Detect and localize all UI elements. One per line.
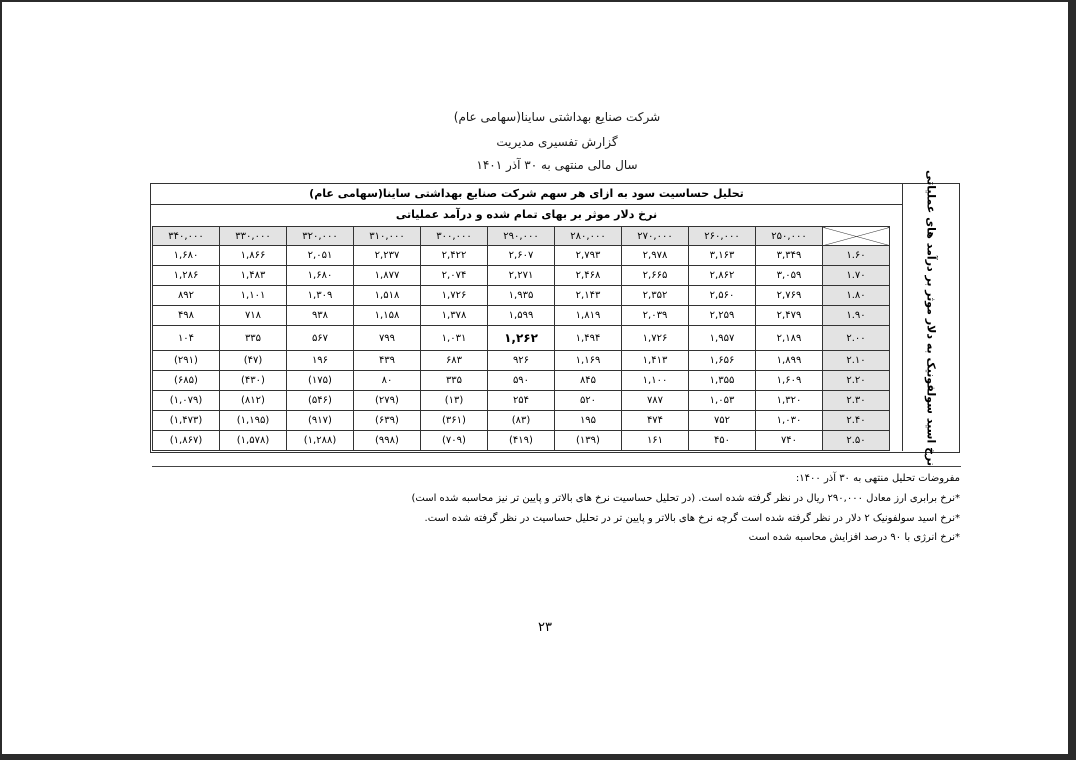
table-row — [153, 286, 890, 306]
row-header: ۲.۰۰ — [823, 326, 890, 351]
table-cell: (۱,۱۹۵) — [220, 411, 287, 431]
table-cell: (۱,۴۷۳) — [153, 411, 220, 431]
table-cell: ۱,۱۰۰ — [622, 371, 689, 391]
table-cell: ۱,۰۳۰ — [756, 411, 823, 431]
table-cell: (۲۹۱) — [153, 351, 220, 371]
table-cell: (۱۳۹) — [555, 431, 622, 451]
column-header: ۳۳۰,۰۰۰ — [220, 227, 287, 246]
table-cell: ۲,۴۲۲ — [421, 246, 488, 266]
divider — [152, 466, 961, 467]
table-cell: ۱,۵۱۸ — [354, 286, 421, 306]
row-header: ۲.۱۰ — [823, 351, 890, 371]
column-header: ۲۷۰,۰۰۰ — [622, 227, 689, 246]
table-cell: ۲,۰۵۱ — [287, 246, 354, 266]
table-cell: ۱۹۶ — [287, 351, 354, 371]
table-cell: ۵۲۰ — [555, 391, 622, 411]
table-cell: ۱۰۴ — [153, 326, 220, 351]
table-cell: ۳,۰۵۹ — [756, 266, 823, 286]
table-cell: (۶۸۵) — [153, 371, 220, 391]
table-cell: ۱۶۱ — [622, 431, 689, 451]
table-cell: ۲,۴۷۹ — [756, 306, 823, 326]
table-cell: ۸۰ — [354, 371, 421, 391]
table-title: تحلیل حساسیت سود به ازای هر سهم شرکت صنایع بهداشتی ساینا(سهامی عام) — [151, 184, 902, 205]
table-cell: (۵۴۶) — [287, 391, 354, 411]
table-cell: ۱,۳۷۸ — [421, 306, 488, 326]
table-cell: ۲,۳۵۲ — [622, 286, 689, 306]
table-cell: ۳,۱۶۳ — [689, 246, 756, 266]
notes-heading: مفروضات تحلیل منتهی به ۳۰ آذر ۱۴۰۰: — [795, 473, 960, 484]
table-cell: ۲,۲۷۱ — [488, 266, 555, 286]
table-cell: ۱,۳۲۰ — [756, 391, 823, 411]
table-cell: ۱,۴۹۴ — [555, 326, 622, 351]
company-name: شرکت صنایع بهداشتی ساینا(سهامی عام) — [453, 110, 661, 124]
table-cell: (۷۰۹) — [421, 431, 488, 451]
table-cell: ۴۵۰ — [689, 431, 756, 451]
row-header: ۲.۲۰ — [823, 371, 890, 391]
table-cell: ۳۳۵ — [220, 326, 287, 351]
table-cell: ۱,۰۵۳ — [689, 391, 756, 411]
table-cell: (۴۷) — [220, 351, 287, 371]
column-header: ۳۴۰,۰۰۰ — [153, 227, 220, 246]
table-cell: ۶۸۳ — [421, 351, 488, 371]
table-cell: ۱,۶۸۰ — [153, 246, 220, 266]
table-cell: ۱,۱۵۸ — [354, 306, 421, 326]
table-cell: ۱,۴۸۳ — [220, 266, 287, 286]
table-cell: (۳۶۱) — [421, 411, 488, 431]
table-cell: ۲,۲۵۹ — [689, 306, 756, 326]
table-cell: ۱,۸۶۶ — [220, 246, 287, 266]
table-cell: ۲,۹۷۸ — [622, 246, 689, 266]
table-cell: ۴۳۹ — [354, 351, 421, 371]
table-cell: ۱,۸۹۹ — [756, 351, 823, 371]
table-cell: ۷۸۷ — [622, 391, 689, 411]
column-header: ۲۶۰,۰۰۰ — [689, 227, 756, 246]
table-cell: (۴۱۹) — [488, 431, 555, 451]
column-header: ۳۲۰,۰۰۰ — [287, 227, 354, 246]
column-header: ۳۰۰,۰۰۰ — [421, 227, 488, 246]
table-cell: ۱,۱۶۹ — [555, 351, 622, 371]
table-cell: ۱,۸۷۷ — [354, 266, 421, 286]
table-cell: (۱۷۵) — [287, 371, 354, 391]
table-cell: ۱,۱۰۱ — [220, 286, 287, 306]
table-cell: ۲۵۴ — [488, 391, 555, 411]
table-cell: (۹۹۸) — [354, 431, 421, 451]
table-cell: ۹۲۶ — [488, 351, 555, 371]
table-cell: ۷۵۲ — [689, 411, 756, 431]
table-subtitle: نرخ دلار موثر بر بهای تمام شده و درآمد عملیاتی — [395, 208, 658, 221]
table-row — [153, 351, 890, 371]
table-cell: ۲,۵۶۰ — [689, 286, 756, 306]
table-cell: (۴۳۰) — [220, 371, 287, 391]
side-axis-label: نرخ اسید سولفونیک به دلار موثر بر درآمد های عملیاتی — [902, 184, 959, 451]
table-row — [153, 246, 890, 266]
column-header: ۳۱۰,۰۰۰ — [354, 227, 421, 246]
table-cell: ۱,۲۸۶ — [153, 266, 220, 286]
table-cell: ۲,۷۹۳ — [555, 246, 622, 266]
table-cell: ۱,۸۱۹ — [555, 306, 622, 326]
corner-cell — [823, 227, 890, 246]
table-cell: ۷۴۰ — [756, 431, 823, 451]
table-cell: ۴۷۴ — [622, 411, 689, 431]
table-cell: (۹۱۷) — [287, 411, 354, 431]
table-cell: (۱,۲۸۸) — [287, 431, 354, 451]
row-header: ۱.۷۰ — [823, 266, 890, 286]
table-cell: (۱,۸۶۷) — [153, 431, 220, 451]
table-row — [153, 371, 890, 391]
table-cell: ۱,۹۵۷ — [689, 326, 756, 351]
row-header: ۲.۵۰ — [823, 431, 890, 451]
table-cell: ۱,۶۵۶ — [689, 351, 756, 371]
table-cell: ۸۴۵ — [555, 371, 622, 391]
table-cell: ۲,۱۴۳ — [555, 286, 622, 306]
table-cell: ۲,۲۳۷ — [354, 246, 421, 266]
row-header: ۱.۶۰ — [823, 246, 890, 266]
table-cell: ۷۹۹ — [354, 326, 421, 351]
table-cell: ۱,۴۱۳ — [622, 351, 689, 371]
table-cell: ۷۱۸ — [220, 306, 287, 326]
column-header: ۲۸۰,۰۰۰ — [555, 227, 622, 246]
table-cell: ۳,۳۴۹ — [756, 246, 823, 266]
table-cell: ۲,۱۸۹ — [756, 326, 823, 351]
row-header: ۱.۹۰ — [823, 306, 890, 326]
row-header: ۲.۴۰ — [823, 411, 890, 431]
table-cell: ۵۹۰ — [488, 371, 555, 391]
table-cell: ۲,۴۶۸ — [555, 266, 622, 286]
table-cell: ۱,۳۵۵ — [689, 371, 756, 391]
table-cell: ۵۶۷ — [287, 326, 354, 351]
table-cell: ۱,۹۳۵ — [488, 286, 555, 306]
table-cell: ۲,۰۷۴ — [421, 266, 488, 286]
row-header: ۲.۳۰ — [823, 391, 890, 411]
table-cell: (۲۷۹) — [354, 391, 421, 411]
table-cell: ۲,۶۶۵ — [622, 266, 689, 286]
table-cell: (۶۳۹) — [354, 411, 421, 431]
table-cell: (۱,۰۷۹) — [153, 391, 220, 411]
table-cell: ۱,۵۹۹ — [488, 306, 555, 326]
sensitivity-table — [152, 226, 890, 451]
note-item: *نرخ برابری ارز معادل ۲۹۰,۰۰۰ ریال در نظر گرفته شده است. (در تحلیل حساسیت نرخ های بالاتر و پایین تر نیز محاسبه شده است) — [411, 493, 960, 504]
table-cell: ۲,۶۰۷ — [488, 246, 555, 266]
table-cell: ۲,۷۶۹ — [756, 286, 823, 306]
table-cell: (۸۳) — [488, 411, 555, 431]
table-cell: ۸۹۲ — [153, 286, 220, 306]
table-cell: ۱,۷۲۶ — [421, 286, 488, 306]
table-cell: ۱,۶۸۰ — [287, 266, 354, 286]
table-cell: ۱,۳۰۹ — [287, 286, 354, 306]
row-header: ۱.۸۰ — [823, 286, 890, 306]
note-item: *نرخ اسید سولفونیک ۲ دلار در نظر گرفته شده است گرچه نرخ های بالاتر و پایین تر در تحلیل حساسیت در نظر گرفته شده است. — [424, 513, 960, 524]
report-period: سال مالی منتهی به ۳۰ آذر ۱۴۰۱ — [476, 158, 638, 172]
table-row — [153, 306, 890, 326]
report-title: گزارش تفسیری مدیریت — [496, 135, 618, 149]
table-cell: ۱۹۵ — [555, 411, 622, 431]
table-row — [153, 391, 890, 411]
note-item: *نرخ انرژی با ۹۰ درصد افزایش محاسبه شده است — [748, 532, 960, 543]
table-cell: ۳۳۵ — [421, 371, 488, 391]
table-cell: ۱,۰۳۱ — [421, 326, 488, 351]
table-row — [153, 411, 890, 431]
table-cell: (۱,۵۷۸) — [220, 431, 287, 451]
table-cell: ۹۳۸ — [287, 306, 354, 326]
table-cell: ۲,۰۳۹ — [622, 306, 689, 326]
table-cell: (۸۱۲) — [220, 391, 287, 411]
table-row — [153, 326, 890, 351]
table-cell: ۲,۸۶۲ — [689, 266, 756, 286]
column-header: ۲۹۰,۰۰۰ — [488, 227, 555, 246]
table-row — [153, 431, 890, 451]
table-cell: ۱,۶۰۹ — [756, 371, 823, 391]
table-cell: ۴۹۸ — [153, 306, 220, 326]
table-cell: ۱,۷۲۶ — [622, 326, 689, 351]
table-cell: (۱۳) — [421, 391, 488, 411]
table-row — [153, 266, 890, 286]
column-header: ۲۵۰,۰۰۰ — [756, 227, 823, 246]
table-cell: ۱,۲۶۲ — [488, 326, 555, 351]
page-number: ۲۳ — [538, 620, 552, 635]
